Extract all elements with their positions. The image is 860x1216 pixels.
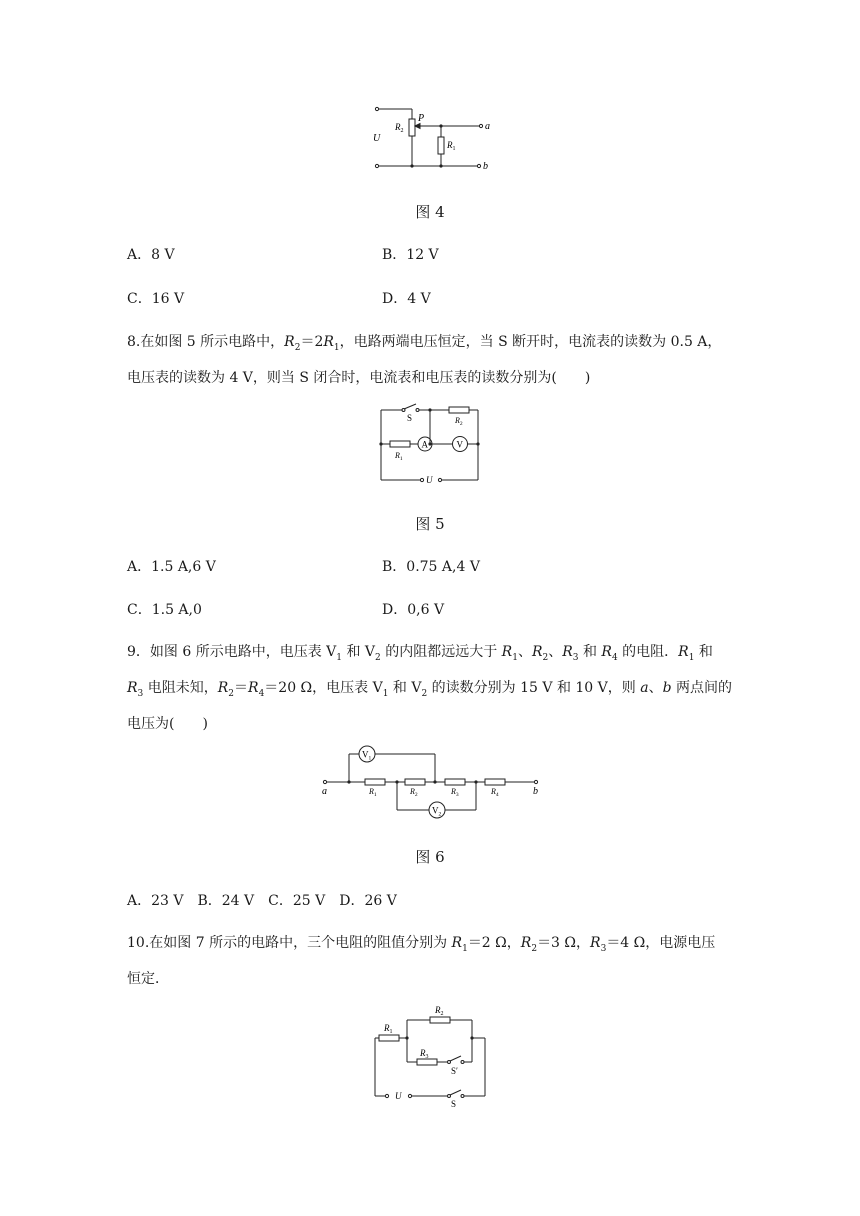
q8-option-c: C．1.5 A,0 xyxy=(127,602,202,618)
q7-option-b: B．12 V xyxy=(382,247,439,263)
label-R1: $R_1$ xyxy=(395,451,403,462)
q7-option-d: D．4 V xyxy=(382,291,431,307)
label-R1: $R_1$ xyxy=(447,140,456,152)
figure-5-caption: 图 5 xyxy=(415,515,445,533)
figure-6-caption: 图 6 xyxy=(415,848,445,866)
q8-line-1: 8.在如图 5 所示电路中，$R_2=2R_1$，电路两端电压恒定，当 S 断开时，电流表的读数为 0.5 A， xyxy=(127,334,722,353)
label-R4: $R_4$ xyxy=(491,787,499,798)
label-b: b xyxy=(533,786,538,797)
label-S: S xyxy=(407,413,413,423)
q8-line-2: 电压表的读数为 4 V，则当 S 闭合时，电流表和电压表的读数分别为( ) xyxy=(127,369,591,386)
ammeter-A: A xyxy=(421,439,428,450)
label-a: a xyxy=(485,121,490,132)
label-R1: $R_1$ xyxy=(369,787,377,798)
voltmeter-V2: $V_2$ xyxy=(432,805,442,818)
q8-option-d: D．0,6 V xyxy=(382,602,445,618)
q9-line-2: $R_3$ 电阻未知，$R_2=R_4=20$ Ω，电压表 $V_1$ 和 $V_2$ 的读数分别为 15 V 和 10 V，则 a、b 两点间的 xyxy=(127,679,733,699)
label-R2: $R_2$ xyxy=(435,1005,444,1017)
label-R3: $R_3$ xyxy=(420,1048,429,1060)
figure-4-caption: 图 4 xyxy=(415,203,445,221)
q7-option-c: C．16 V xyxy=(127,291,185,307)
q10-line-2: 恒定． xyxy=(127,970,169,987)
label-P: P xyxy=(418,113,425,124)
label-S-prime: S′ xyxy=(451,1066,458,1076)
q9-line-1: 9．如图 6 所示电路中，电压表 $V_1$ 和 $V_2$ 的内阻都远远大于 $R_1$、$R_2$、$R_3$ 和 $R_4$ 的电阻．$R_1$ 和 xyxy=(127,644,713,663)
question-9 xyxy=(127,637,737,739)
figure-6-circuit xyxy=(315,740,555,822)
figure-4-circuit xyxy=(365,100,505,180)
q7-option-a: A．8 V xyxy=(127,247,175,263)
label-a: a xyxy=(322,786,327,797)
q10-line-1: 10.在如图 7 所示的电路中，三个电阻的阻值分别为 $R_1=2$ Ω，$R_2=3$ Ω，$R_3=4$ Ω，电源电压 xyxy=(127,935,716,954)
q8-option-a: A．1.5 A,6 V xyxy=(127,559,216,575)
label-R2: $R_2$ xyxy=(395,122,404,134)
label-U: U xyxy=(426,475,433,485)
label-R1: $R_1$ xyxy=(384,1023,393,1035)
q9-line-3: 电压为( ) xyxy=(127,715,208,732)
label-U: U xyxy=(373,133,381,144)
figure-7-circuit xyxy=(365,1000,495,1110)
figure-5-circuit xyxy=(370,400,490,490)
question-10 xyxy=(127,928,737,994)
label-b: b xyxy=(483,161,488,172)
label-R2: $R_2$ xyxy=(410,787,418,798)
voltmeter-V: V xyxy=(456,439,463,450)
label-R3: $R_3$ xyxy=(451,787,459,798)
question-8 xyxy=(127,327,737,393)
label-U: U xyxy=(395,1091,402,1101)
label-R2: $R_2$ xyxy=(455,416,463,427)
q8-option-b: B．0.75 A,4 V xyxy=(382,559,480,575)
q9-options: A．23 V B．24 V C．25 V D．26 V xyxy=(127,893,397,909)
label-S: S xyxy=(451,1099,457,1109)
voltmeter-V1: $V_1$ xyxy=(362,749,372,762)
